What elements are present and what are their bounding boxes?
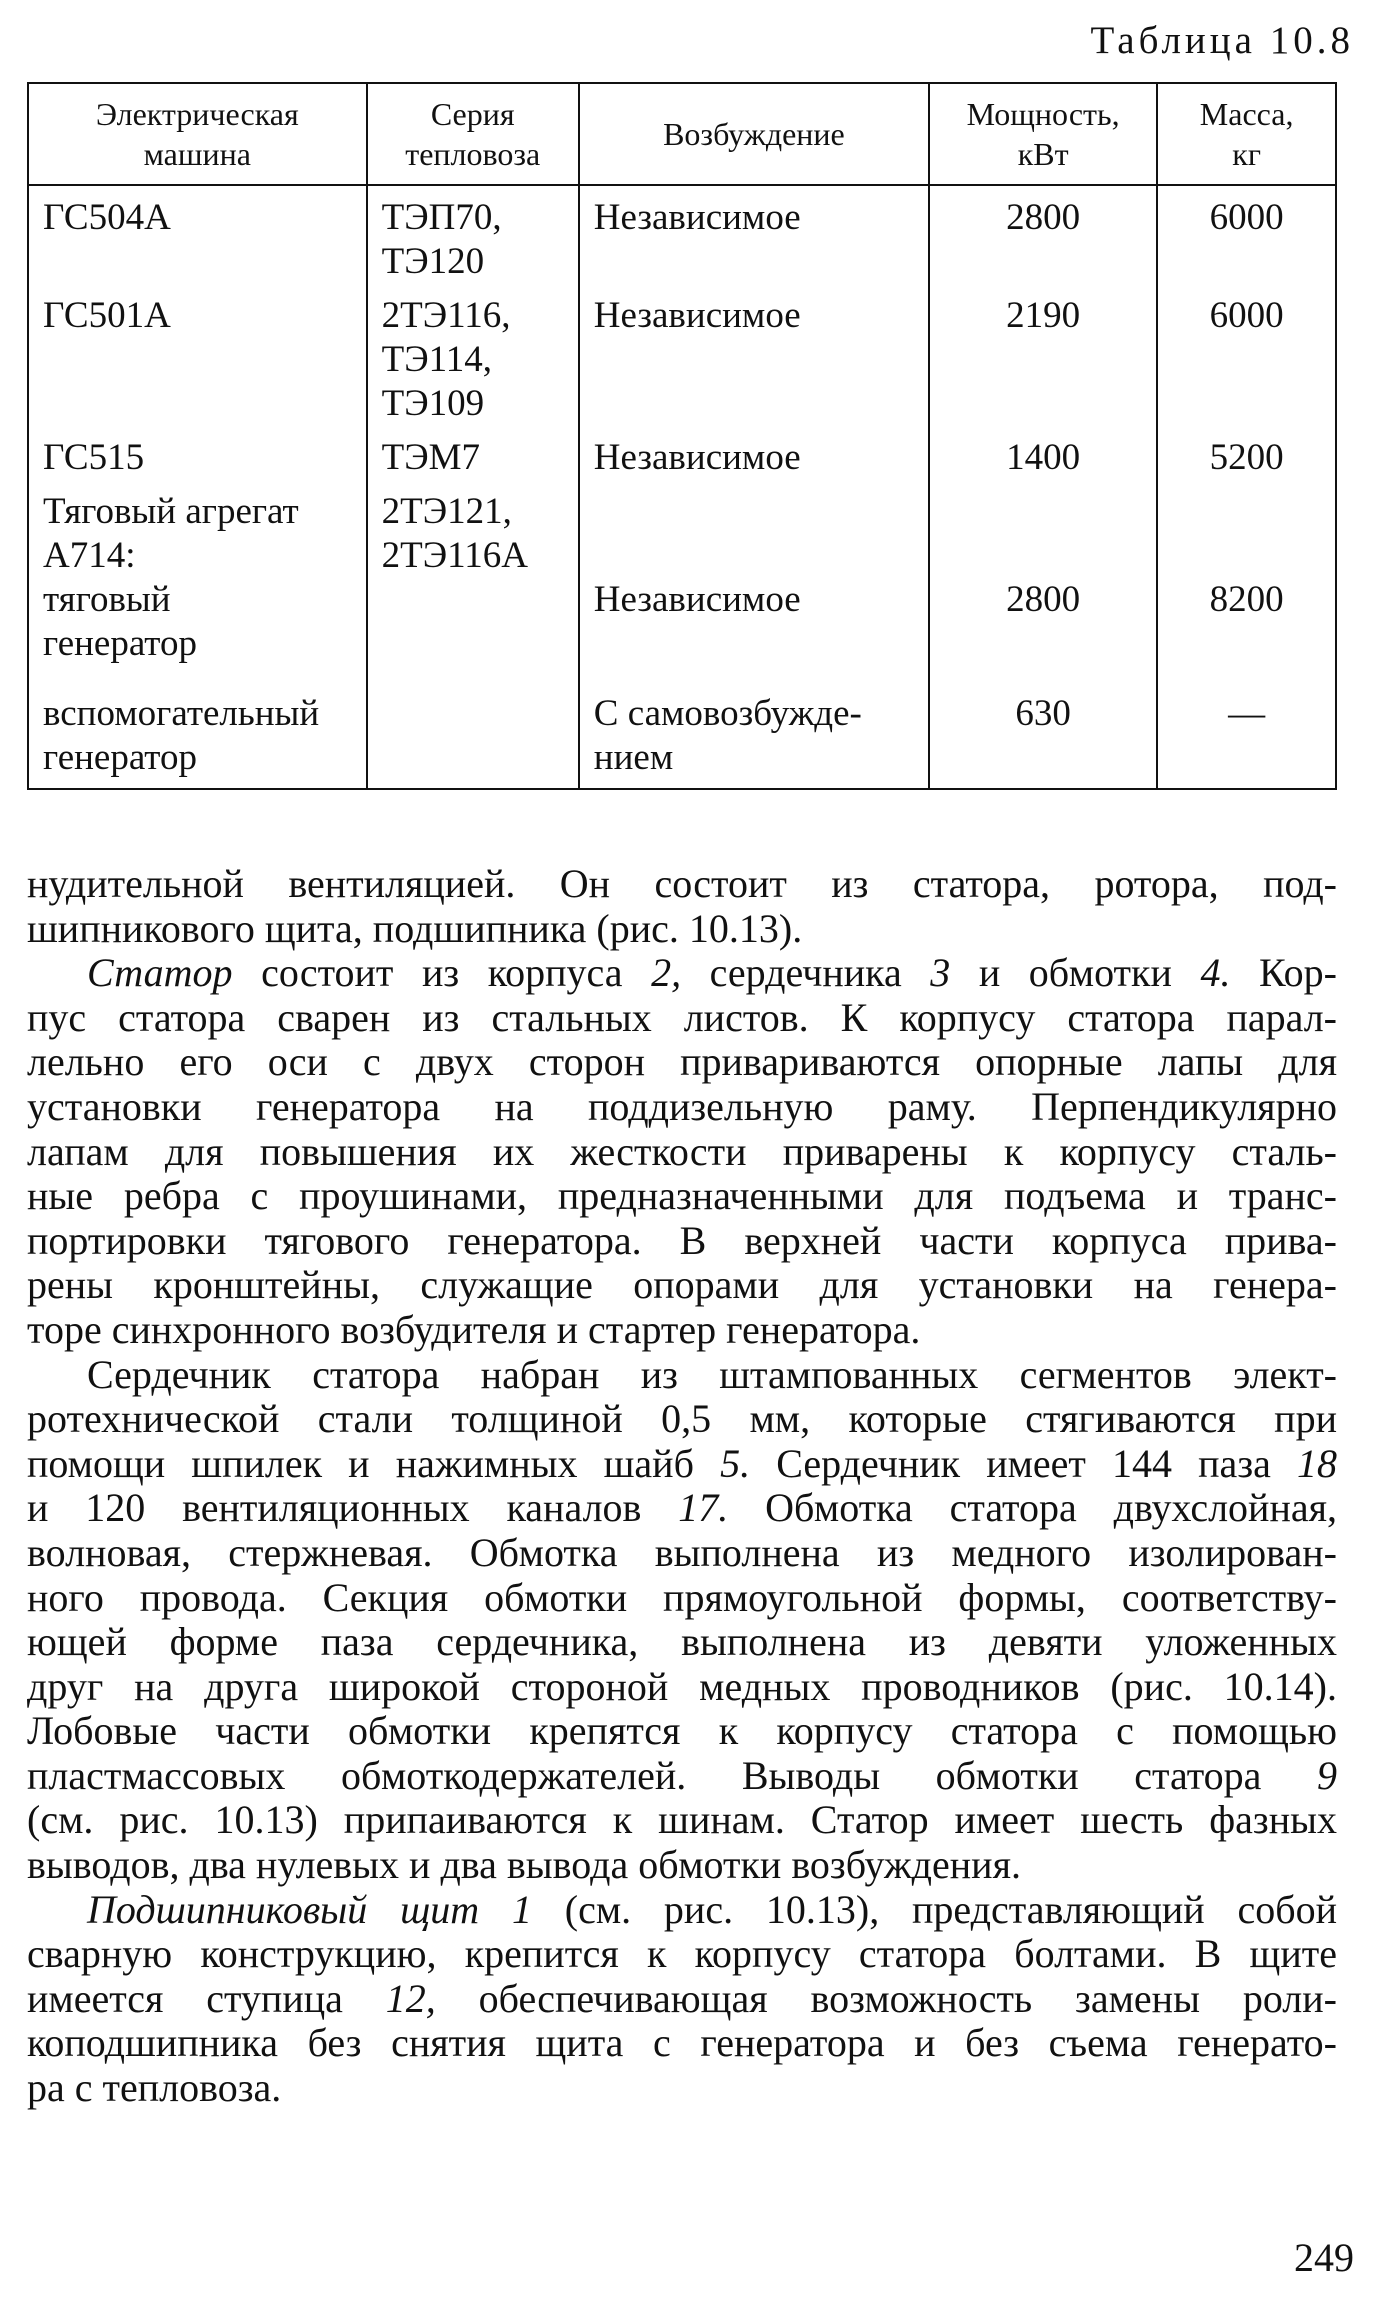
cell-power: 630 — [929, 666, 1157, 789]
cell-machine: ГС504А — [28, 185, 367, 284]
cell-excitation: Независимое — [579, 284, 929, 426]
cell-power: 2800 — [929, 185, 1157, 284]
header-machine: Электрическая машина — [28, 83, 367, 185]
cell-series: ТЭП70, ТЭ120 — [367, 185, 579, 284]
table-row — [28, 284, 1336, 426]
paragraph: Сердечник статора набран из штампованных сегментов элект- ротехнической стали толщиной 0,5 мм, которые стягиваются при помощи шпилек и нажимных шайб 5. Сердечник имеет 144 паза 18 и 120 вентиляционных каналов 17. Обмотка статора двухслойная, волновая, стержневая. Обмотка выполнена из медного изолирован- ного провода. Секция обмотки прямоугольной формы, соответству- ющей форме паза сердечника, выполнена из девяти уложенных друг на друга широкой стороной медных проводников (рис. 10.14). Лобовые части обмотки крепятся к корпусу статора с помощью пластмассовых обмоткодержателей. Выводы обмотки статора 9 (см. рис. 10.13) припаиваются к шинам. Статор имеет шесть фазных выводов, два нулевых и два вывода обмотки возбуждения. — [27, 1351, 1337, 1888]
cell-excitation: Независимое — [579, 480, 929, 666]
paragraph: Подшипниковый щит 1 (см. рис. 10.13), представляющий собой сварную конструкцию, крепится к корпусу статора болтами. В щите имеется ступица 12, обеспечивающая возможность замены роли- коподшипника без снятия щита с генератора и без съема генерато- ра с тепловоза. — [27, 1886, 1337, 2111]
header-excitation: Возбуждение — [579, 83, 929, 185]
cell-series: 2ТЭ116, ТЭ114, ТЭ109 — [367, 284, 579, 426]
table-header-row — [28, 83, 1336, 185]
table-row — [28, 666, 1336, 789]
cell-series: 2ТЭ121, 2ТЭ116А — [367, 480, 579, 666]
header-series: Серия тепловоза — [367, 83, 579, 185]
cell-excitation: С самовозбужде- нием — [579, 666, 929, 789]
cell-excitation: Независимое — [579, 185, 929, 284]
header-power: Мощность, кВт — [929, 83, 1157, 185]
cell-power: 2190 — [929, 284, 1157, 426]
cell-mass: — — [1157, 666, 1336, 789]
page-number: 249 — [1294, 2235, 1354, 2280]
table-row — [28, 426, 1336, 480]
cell-mass: 6000 — [1157, 185, 1336, 284]
header-mass: Масса, кг — [1157, 83, 1336, 185]
cell-excitation: Независимое — [579, 426, 929, 480]
body-text — [27, 862, 1337, 2111]
cell-machine: ГС515 — [28, 426, 367, 480]
cell-mass: 5200 — [1157, 426, 1336, 480]
cell-machine: Тяговый агрегат А714: тяговый генератор — [28, 480, 367, 666]
table-caption: Таблица 10.8 — [1090, 19, 1354, 62]
cell-power: 2800 — [929, 480, 1157, 666]
cell-machine: ГС501А — [28, 284, 367, 426]
cell-mass: 6000 — [1157, 284, 1336, 426]
generator-table — [27, 82, 1337, 790]
paragraph: Статор состоит из корпуса 2, сердечника 3 и обмотки 4. Кор- пус статора сварен из стальных листов. К корпусу статора парал- лельно его оси с двух сторон привариваются опорные лапы для установки генератора на поддизельную раму. Перпендикулярно лапам для повышения их жесткости приварены к корпусу сталь- ные ребра с проушинами, предназначенными для подъема и транс- портировки тягового генератора. В верхней части корпуса прива- рены кронштейны, служащие опорами для установки на генера- торе синхронного возбудителя и стартер генератора. — [27, 950, 1337, 1352]
paragraph: нудительной вентиляцией. Он состоит из статора, ротора, под- шипникового щита, подшипника (рис. 10.13). — [27, 861, 1337, 951]
cell-mass: 8200 — [1157, 480, 1336, 666]
cell-machine: вспомогательный генератор — [28, 666, 367, 789]
table-row — [28, 185, 1336, 284]
table-row — [28, 480, 1336, 666]
cell-power: 1400 — [929, 426, 1157, 480]
cell-series: ТЭМ7 — [367, 426, 579, 480]
cell-series — [367, 666, 579, 789]
